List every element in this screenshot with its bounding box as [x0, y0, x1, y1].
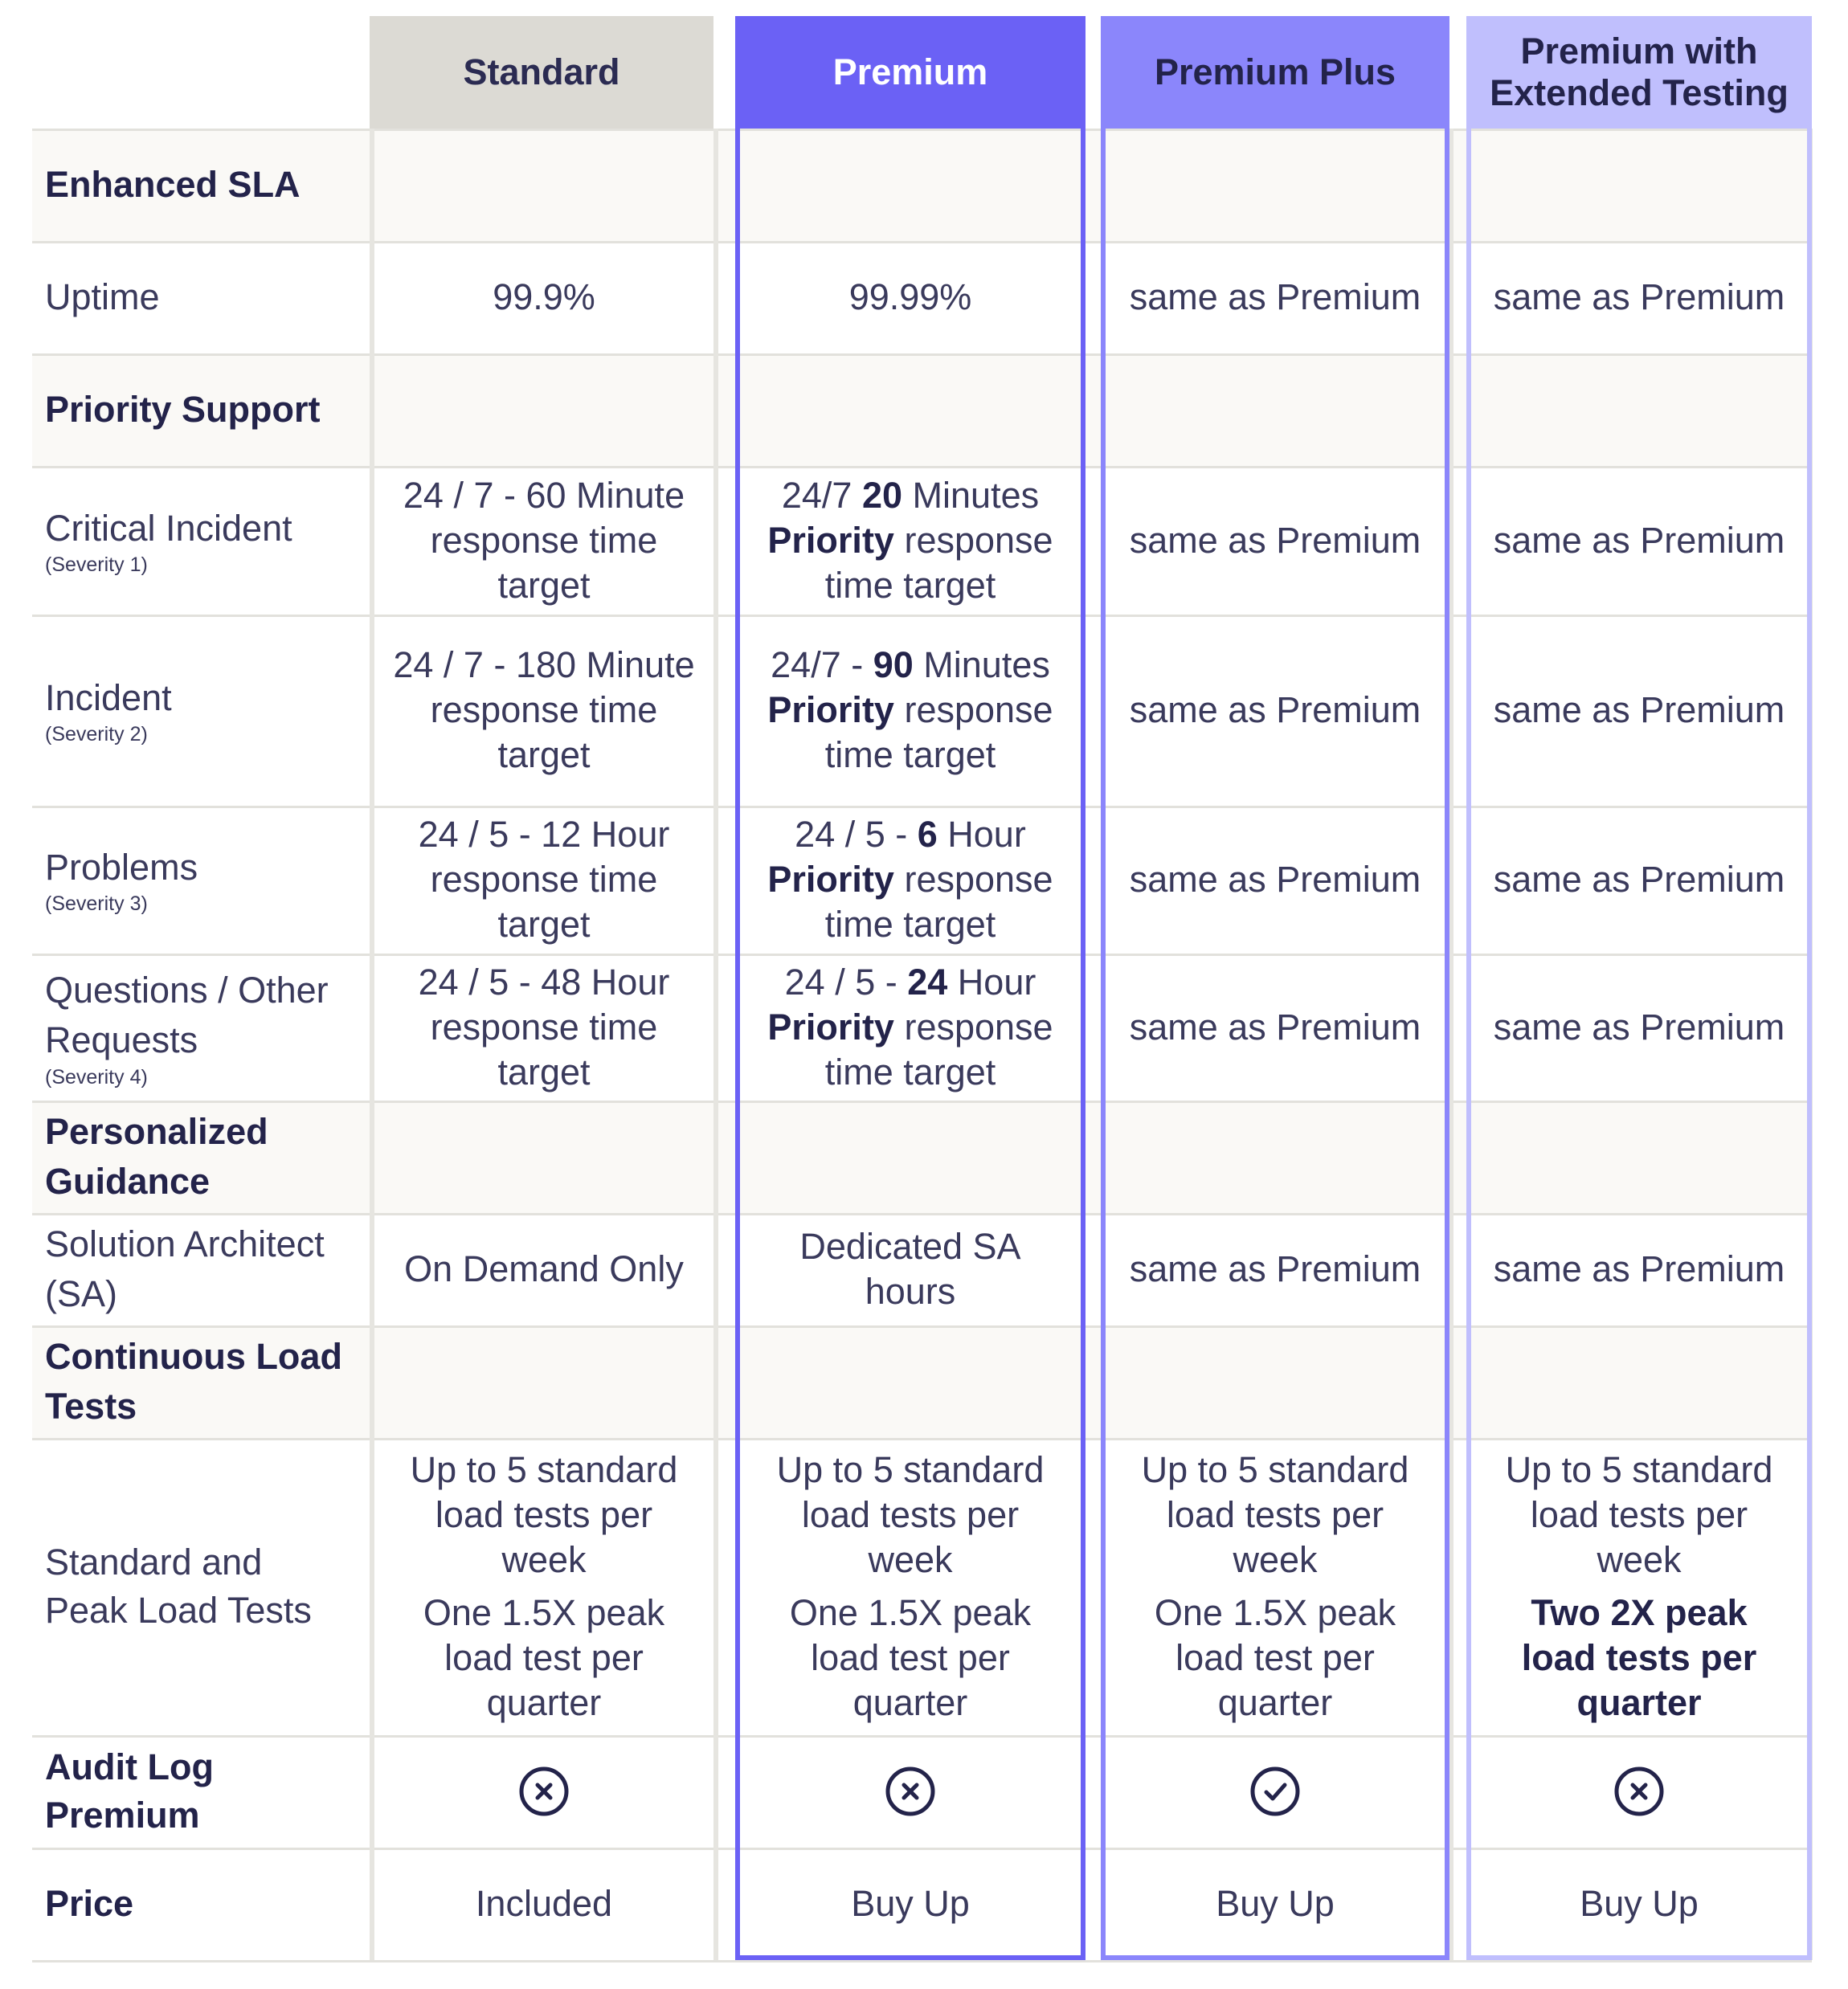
cell-text: Buy Up [1580, 1883, 1699, 1924]
price-premium [740, 1848, 1081, 1960]
cell-text: 24 / 7 - 60 Minute response time target [403, 474, 685, 606]
questions-premium-plus [1106, 954, 1445, 1101]
header-standard-label: Standard [463, 51, 620, 92]
severity-text: (Severity 2) [45, 723, 148, 745]
x-circle-icon [1613, 1766, 1665, 1817]
critical-premium-plus [1106, 466, 1445, 615]
questions-standard [390, 954, 697, 1101]
cell-text: same as Premium [1493, 1248, 1785, 1289]
label-text: Standard and Peak Load Tests [45, 1542, 312, 1631]
cell-text: same as Premium [1493, 276, 1785, 317]
cell-text: 99.9% [493, 276, 595, 317]
header-premium-label: Premium [832, 51, 988, 92]
cell-text: same as Premium [1129, 1006, 1421, 1048]
sa-premium-plus [1106, 1213, 1445, 1325]
sa-premium [772, 1213, 1049, 1325]
column-separator [713, 129, 718, 1960]
cell-text: Up to 5 standard load tests per week [1141, 1449, 1409, 1580]
header-standard [370, 16, 713, 129]
cell-text: One 1.5X peak load test per quarter [1154, 1592, 1396, 1723]
questions-premium [748, 954, 1073, 1101]
cell-text: Buy Up [851, 1883, 970, 1924]
severity-text: (Severity 1) [45, 553, 148, 576]
cell-text: same as Premium [1129, 276, 1421, 317]
label-text: Questions / Other Requests [45, 969, 329, 1060]
load-tests-standard [390, 1438, 697, 1735]
severity-text: (Severity 3) [45, 892, 148, 915]
cell-text: Two 2X peak load tests per quarter [1521, 1592, 1757, 1723]
header-premium-plus-label: Premium Plus [1154, 51, 1396, 92]
divider [32, 1960, 1812, 1962]
cell-text: Dedicated SA hours [799, 1226, 1021, 1312]
audit-extended [1471, 1735, 1807, 1848]
cell-text: same as Premium [1129, 519, 1421, 561]
cell-text: same as Premium [1129, 689, 1421, 730]
row-label-questions [32, 954, 370, 1101]
row-label-solution-architect [32, 1213, 370, 1325]
label-text: Incident [45, 677, 172, 718]
cell-text: 24/7 - 90 Minutes Priority response time target [767, 644, 1053, 775]
problems-premium-plus [1106, 806, 1445, 954]
row-label-personalized-guidance [32, 1101, 370, 1213]
cell-text: Included [475, 1883, 613, 1924]
uptime-standard [374, 241, 713, 353]
label-text: Enhanced SLA [45, 164, 301, 205]
row-label-continuous-load-tests [32, 1325, 370, 1438]
cell-text: Buy Up [1216, 1883, 1335, 1924]
problems-premium [748, 806, 1073, 954]
problems-standard [390, 806, 697, 954]
label-text: Solution Architect (SA) [45, 1223, 325, 1314]
incident-extended [1471, 615, 1807, 806]
cell-text: 99.99% [848, 276, 972, 317]
severity-text: (Severity 4) [45, 1065, 148, 1088]
cell-text: Up to 5 standard load tests per week [776, 1449, 1045, 1580]
row-label-problems [32, 806, 370, 954]
cell-text: same as Premium [1493, 519, 1785, 561]
row-label-audit-log [32, 1735, 370, 1848]
load-tests-premium-plus [1122, 1438, 1429, 1735]
critical-extended [1471, 466, 1807, 615]
row-label-enhanced-sla [32, 129, 370, 241]
cell-text: same as Premium [1493, 689, 1785, 730]
cell-text: 24 / 5 - 6 Hour Priority response time target [767, 814, 1053, 945]
sa-extended [1471, 1213, 1807, 1325]
cell-text: One 1.5X peak load test per quarter [789, 1592, 1032, 1723]
header-extended-testing-label: Premium with Extended Testing [1490, 31, 1789, 113]
price-extended [1471, 1848, 1807, 1960]
price-standard [374, 1848, 713, 1960]
cell-text: 24 / 5 - 24 Hour Priority response time target [767, 961, 1053, 1093]
cell-text: same as Premium [1129, 1248, 1421, 1289]
audit-premium-plus [1106, 1735, 1445, 1848]
price-premium-plus [1106, 1848, 1445, 1960]
cell-text: Up to 5 standard load tests per week [1505, 1449, 1773, 1580]
cell-text: same as Premium [1493, 1006, 1785, 1048]
label-text: Price [45, 1883, 134, 1924]
cell-text: 24 / 5 - 12 Hour response time target [418, 814, 670, 945]
label-text: Priority Support [45, 389, 321, 430]
cell-text: 24/7 20 Minutes Priority response time target [767, 474, 1053, 606]
row-label-uptime [32, 241, 370, 353]
incident-standard [382, 615, 705, 806]
x-circle-icon [885, 1766, 936, 1817]
audit-standard [374, 1735, 713, 1848]
incident-premium-plus [1106, 615, 1445, 806]
audit-premium [740, 1735, 1081, 1848]
uptime-premium [740, 241, 1081, 353]
uptime-premium-plus [1106, 241, 1445, 353]
label-text: Problems [45, 847, 198, 888]
incident-premium [756, 615, 1065, 806]
cell-text: One 1.5X peak load test per quarter [423, 1592, 665, 1723]
label-text: Audit Log Premium [45, 1746, 214, 1836]
problems-extended [1471, 806, 1807, 954]
label-text: Personalized Guidance [45, 1111, 268, 1202]
load-tests-extended [1499, 1438, 1779, 1735]
row-label-critical-incident [32, 466, 370, 615]
cell-text: Up to 5 standard load tests per week [410, 1449, 678, 1580]
label-text: Continuous Load Tests [45, 1336, 342, 1427]
critical-standard [382, 466, 705, 615]
x-circle-icon [518, 1766, 570, 1817]
row-label-price [32, 1848, 370, 1960]
cell-text: same as Premium [1129, 859, 1421, 900]
critical-premium [748, 466, 1073, 615]
sa-standard [374, 1213, 713, 1325]
questions-extended [1471, 954, 1807, 1101]
load-tests-premium [756, 1438, 1065, 1735]
row-label-incident [32, 615, 370, 806]
label-text: Critical Incident [45, 507, 292, 549]
check-circle-icon [1249, 1766, 1301, 1817]
label-text: Uptime [45, 276, 160, 317]
row-label-priority-support [32, 353, 370, 466]
cell-text: 24 / 5 - 48 Hour response time target [418, 961, 670, 1093]
row-label-load-tests [32, 1438, 370, 1735]
cell-text: On Demand Only [404, 1248, 684, 1289]
cell-text: 24 / 7 - 180 Minute response time target [393, 644, 695, 775]
uptime-extended [1471, 241, 1807, 353]
column-separator [370, 129, 374, 1960]
cell-text: same as Premium [1493, 859, 1785, 900]
